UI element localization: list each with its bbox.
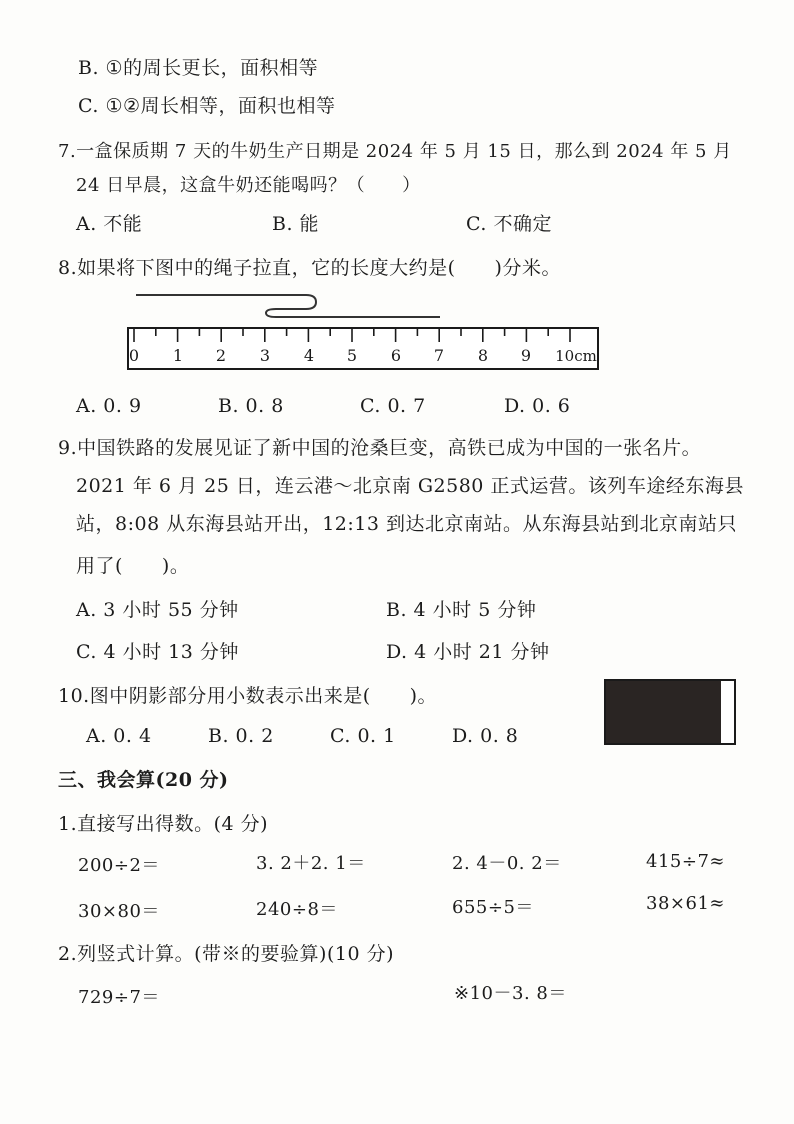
ruler-label-1: 1	[172, 346, 184, 365]
q6-option-c: C. ①②周长相等，面积也相等	[78, 95, 336, 117]
calc-r1c1: 200÷2＝	[78, 855, 160, 876]
ruler-figure	[126, 288, 602, 374]
q7-line2: 24 日早晨，这盒牛奶还能喝吗？（ ）	[76, 175, 421, 196]
calc-r2c3: 655÷5＝	[452, 897, 534, 918]
q8-option-c: C. 0. 7	[360, 395, 426, 417]
q7-option-b: B. 能	[272, 213, 320, 235]
q10-question: 10.图中阴影部分用小数表示出来是( )。	[58, 685, 438, 707]
q9-line1: 9.中国铁路的发展见证了新中国的沧桑巨变，高铁已成为中国的一张名片。	[58, 437, 702, 459]
q8-option-a: A. 0. 9	[76, 395, 142, 417]
calc-r1c3: 2. 4－0. 2＝	[452, 853, 562, 874]
shaded-part	[606, 681, 721, 743]
section3-part1-title: 1.直接写出得数。(4 分)	[58, 813, 269, 835]
q7-option-a: A. 不能	[76, 213, 143, 235]
q8-question: 8.如果将下图中的绳子拉直，它的长度大约是( )分米。	[58, 257, 561, 279]
q10-option-c: C. 0. 1	[330, 725, 396, 747]
ruler-label-3: 3	[259, 346, 271, 365]
q7-line1: 7.一盒保质期 7 天的牛奶生产日期是 2024 年 5 月 15 日，那么到 2024 年 5 月	[58, 141, 732, 162]
calc-r1c4: 415÷7≈	[646, 851, 725, 872]
ruler-label-7: 7	[433, 346, 445, 365]
ruler-label-5: 5	[346, 346, 358, 365]
rope	[136, 295, 440, 317]
q10-option-a: A. 0. 4	[86, 725, 152, 747]
q10-option-b: B. 0. 2	[208, 725, 274, 747]
calc-r1c2: 3. 2＋2. 1＝	[256, 853, 366, 874]
section3-title: 三、我会算(20 分)	[58, 769, 229, 791]
q10-option-d: D. 0. 8	[452, 725, 519, 747]
vertical-calc-2: ※10－3. 8＝	[454, 983, 567, 1004]
q8-option-b: B. 0. 8	[218, 395, 284, 417]
ruler-label-2: 2	[215, 346, 227, 365]
calc-r2c2: 240÷8＝	[256, 899, 338, 920]
q9-option-a: A. 3 小时 55 分钟	[76, 599, 239, 621]
q9-option-d: D. 4 小时 21 分钟	[386, 641, 550, 663]
shaded-rectangle	[604, 679, 736, 745]
q9-line3: 站，8:08 从东海县站开出，12:13 到达北京南站。从东海县站到北京南站只	[76, 513, 738, 535]
ruler-label-6: 6	[390, 346, 402, 365]
q9-line4: 用了( )。	[76, 555, 190, 577]
ruler-label-0: 0	[128, 346, 140, 365]
q9-option-c: C. 4 小时 13 分钟	[76, 641, 239, 663]
q8-option-d: D. 0. 6	[504, 395, 571, 417]
q9-line2: 2021 年 6 月 25 日，连云港～北京南 G2580 正式运营。该列车途经东海县	[76, 475, 744, 497]
ruler-label-8: 8	[477, 346, 489, 365]
q7-option-c: C. 不确定	[466, 213, 552, 235]
section3-part2-title: 2.列竖式计算。(带※的要验算)(10 分)	[58, 943, 394, 965]
calc-r2c1: 30×80＝	[78, 901, 160, 922]
ruler-label-4: 4	[303, 346, 315, 365]
ruler-label-9: 9	[520, 346, 532, 365]
q9-option-b: B. 4 小时 5 分钟	[386, 599, 537, 621]
q6-option-b: B. ①的周长更长，面积相等	[78, 57, 319, 79]
calc-r2c4: 38×61≈	[646, 893, 725, 914]
ruler-label-10: 10cm	[555, 347, 597, 365]
rope-line	[136, 295, 440, 317]
vertical-calc-1: 729÷7＝	[78, 987, 160, 1008]
